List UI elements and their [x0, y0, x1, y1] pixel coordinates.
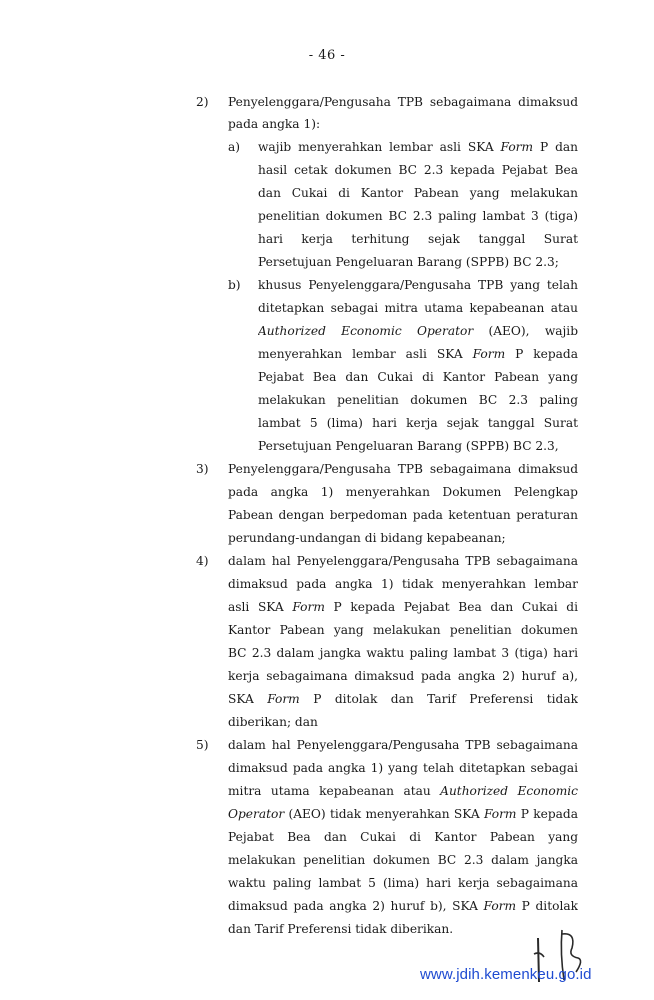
- text-line: Pabean dengan berpedoman pada ketentuan peraturan: [228, 508, 578, 522]
- footer-url: www.jdih.kemenkeu.go.id: [420, 966, 592, 983]
- text-line: khusus Penyelenggara/Pengusaha TPB yang telah: [258, 278, 578, 292]
- text-line: dimaksud pada angka 2) huruf b), SKA Form P ditolak: [228, 899, 578, 913]
- text-line: dimaksud pada angka 1) tidak menyerahkan lembar: [228, 577, 578, 591]
- text-line: kerja sebagaimana dimaksud pada angka 2) huruf a),: [228, 669, 578, 683]
- text-line: Pejabat Bea dan Cukai di Kantor Pabean yang: [228, 830, 578, 844]
- text-line: Persetujuan Pengeluaran Barang (SPPB) BC 2.3;: [258, 255, 559, 269]
- text-line: ditetapkan sebagai mitra utama kepabeanan atau: [258, 301, 578, 315]
- text-line: dimaksud pada angka 1) yang telah ditetapkan sebagai: [228, 761, 578, 775]
- text-line: dan Cukai di Kantor Pabean yang melakukan: [258, 186, 578, 200]
- text-line: dalam hal Penyelenggara/Pengusaha TPB sebagaimana: [228, 554, 578, 568]
- text-line: Kantor Pabean yang melakukan penelitian dokumen: [228, 623, 578, 637]
- text-line: waktu paling lambat 5 (lima) hari kerja sebagaimana: [228, 876, 578, 890]
- text-line: diberikan; dan: [228, 715, 318, 729]
- text-line: Persetujuan Pengeluaran Barang (SPPB) BC 2.3,: [258, 439, 559, 453]
- page-number: - 46 -: [308, 48, 346, 63]
- text-line: Authorized Economic Operator (AEO), wajib: [258, 324, 578, 338]
- sub-item-label: b): [228, 278, 241, 292]
- text-line: Operator (AEO) tidak menyerahkan SKA Form P kepada: [228, 807, 578, 821]
- item-number: 4): [196, 554, 209, 568]
- text-line: mitra utama kepabeanan atau Authorized Economic: [228, 784, 578, 798]
- text-line: Pejabat Bea dan Cukai di Kantor Pabean yang: [258, 370, 578, 384]
- text-line: hari kerja terhitung sejak tanggal Surat: [258, 232, 578, 246]
- text-line: melakukan penelitian dokumen BC 2.3 paling: [258, 393, 578, 407]
- text-line: Penyelenggara/Pengusaha TPB sebagaimana dimaksud: [228, 462, 578, 476]
- text-line: dan Tarif Preferensi tidak diberikan.: [228, 922, 454, 936]
- sub-item-label: a): [228, 140, 241, 154]
- text-line: penelitian dokumen BC 2.3 paling lambat 3 (tiga): [258, 209, 578, 223]
- text-line: pada angka 1) menyerahkan Dokumen Pelengkap: [228, 485, 578, 499]
- text-line: asli SKA Form P kepada Pejabat Bea dan Cukai di: [228, 600, 578, 614]
- text-line: pada angka 1):: [228, 117, 321, 131]
- text-line: perundang-undangan di bidang kepabeanan;: [228, 531, 506, 545]
- text-line: lambat 5 (lima) hari kerja sejak tanggal Surat: [258, 416, 578, 430]
- item-number: 2): [196, 95, 209, 109]
- text-line: dalam hal Penyelenggara/Pengusaha TPB sebagaimana: [228, 738, 578, 752]
- text-line: BC 2.3 dalam jangka waktu paling lambat 3 (tiga) hari: [228, 646, 578, 660]
- text-line: hasil cetak dokumen BC 2.3 kepada Pejabat Bea: [258, 163, 578, 177]
- text-line: SKA Form P ditolak dan Tarif Preferensi tidak: [228, 692, 578, 706]
- item-number: 3): [196, 462, 209, 476]
- text-line: Penyelenggara/Pengusaha TPB sebagaimana dimaksud: [228, 95, 578, 109]
- text-line: melakukan penelitian dokumen BC 2.3 dalam jangka: [228, 853, 578, 867]
- item-number: 5): [196, 738, 209, 752]
- text-line: wajib menyerahkan lembar asli SKA Form P dan: [258, 140, 578, 154]
- text-line: menyerahkan lembar asli SKA Form P kepada: [258, 347, 578, 361]
